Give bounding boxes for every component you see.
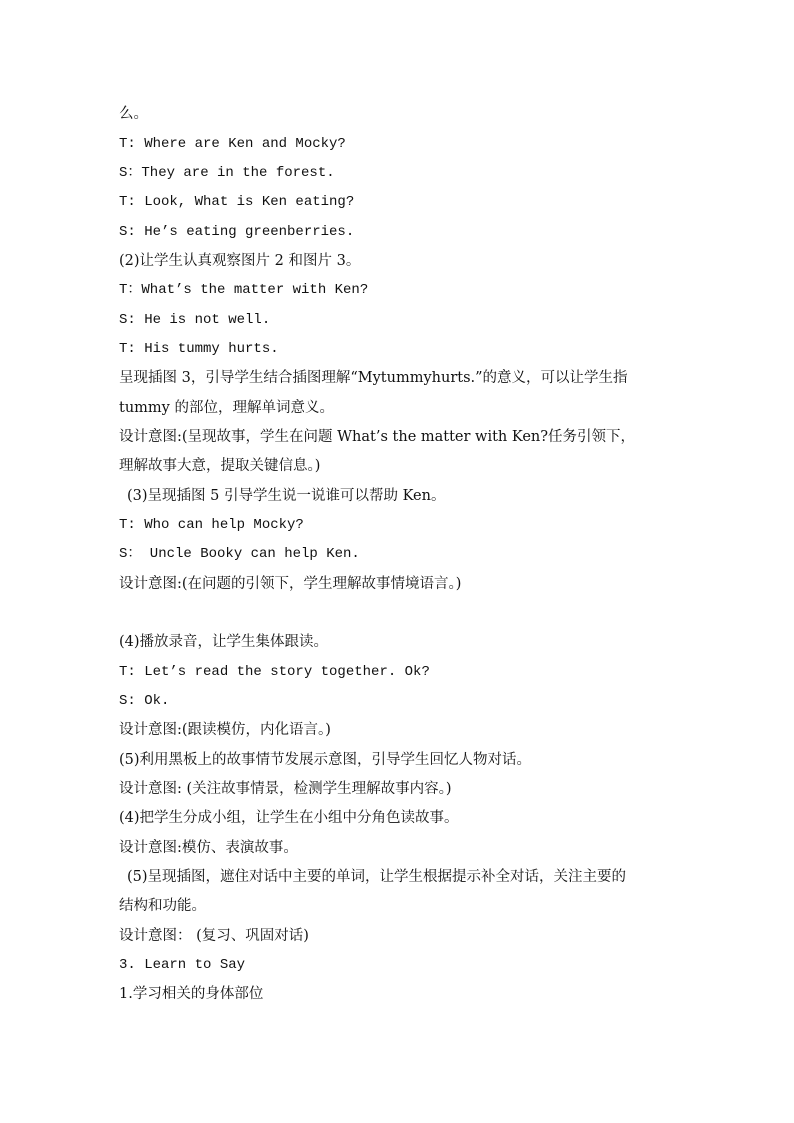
step-heading: (4)把学生分成小组，让学生在小组中分角色读故事。 (119, 810, 459, 826)
design-intent-line: 设计意图:模仿、表演故事。 (119, 840, 298, 856)
design-intent-line: 设计意图： (复习、巩固对话) (119, 928, 309, 944)
dialogue-line: T：What’s the matter with Ken? (119, 282, 369, 298)
design-intent-line: 设计意图:(呈现故事，学生在问题 What’s the matter with Ken?任务引领下， (119, 429, 636, 445)
step-heading: (4)播放录音，让学生集体跟读。 (119, 634, 329, 650)
dialogue-line: S: He’s eating greenberries. (119, 224, 355, 240)
dialogue-line: T: Look, What is Ken eating? (119, 194, 355, 210)
dialogue-line: T: Where are Ken and Mocky? (119, 136, 346, 152)
text-line: 么。 (119, 106, 148, 122)
text-line: 呈现插图 3，引导学生结合插图理解“Mytummyhurts.”的意义，可以让学生指 (119, 370, 628, 386)
dialogue-line: S：They are in the forest. (119, 165, 335, 181)
text-line: tummy 的部位，理解单词意义。 (119, 400, 334, 416)
section-heading: 3. Learn to Say (119, 957, 246, 973)
text-line: 理解故事大意，提取关键信息。) (119, 458, 321, 474)
dialogue-line: T: Let’s read the story together. Ok? (119, 664, 430, 680)
section-heading: 1.学习相关的身体部位 (119, 986, 264, 1002)
step-heading: (5)呈现插图，遮住对话中主要的单词，让学生根据提示补全对话，关注主要的 (127, 869, 627, 885)
step-heading: (2)让学生认真观察图片 2 和图片 3。 (119, 253, 361, 269)
design-intent-line: 设计意图:(在问题的引领下，学生理解故事情境语言。) (119, 576, 462, 592)
dialogue-line: S： Uncle Booky can help Ken. (119, 546, 360, 562)
dialogue-line: T: Who can help Mocky? (119, 517, 304, 533)
text-line: 结构和功能。 (119, 898, 206, 914)
step-heading: (5)利用黑板上的故事情节发展示意图，引导学生回忆人物对话。 (119, 752, 532, 768)
design-intent-line: 设计意图: (关注故事情景，检测学生理解故事内容。) (119, 781, 452, 797)
dialogue-line: S: He is not well. (119, 312, 271, 328)
design-intent-line: 设计意图:(跟读模仿，内化语言。) (119, 722, 331, 738)
dialogue-line: S: Ok. (119, 693, 170, 709)
dialogue-line: T: His tummy hurts. (119, 341, 279, 357)
step-heading: (3)呈现插图 5 引导学生说一说谁可以帮助 Ken。 (127, 488, 446, 504)
